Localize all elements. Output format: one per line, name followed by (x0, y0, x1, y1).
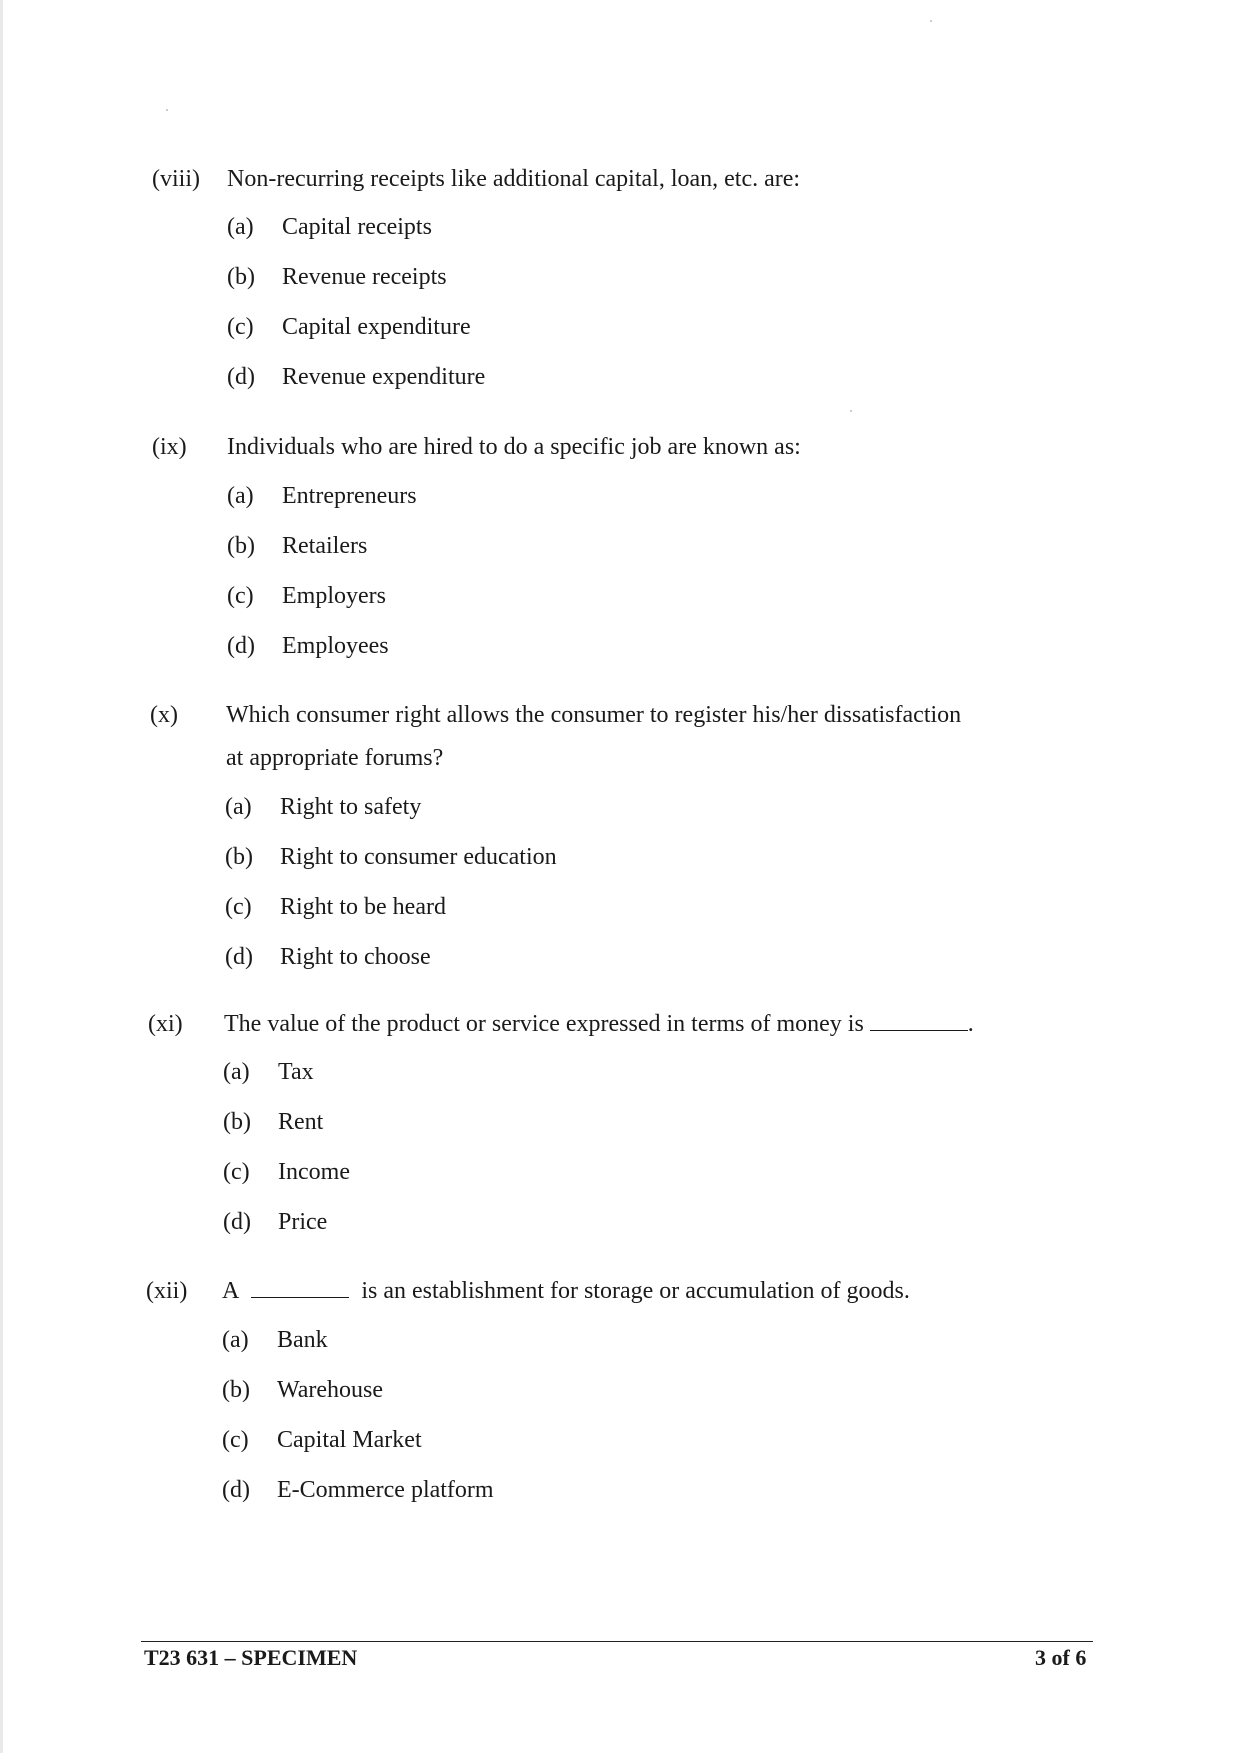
option-text: Right to choose (280, 944, 431, 970)
option-a (227, 475, 417, 525)
option-text: Tax (278, 1059, 314, 1085)
option-letter: (c) (225, 894, 252, 920)
paper-code: T23 631 – SPECIMEN (144, 1645, 358, 1670)
option-text: Rent (278, 1109, 324, 1135)
option-letter: (b) (225, 844, 253, 870)
answer-blank (870, 1008, 968, 1031)
option-c (227, 306, 485, 356)
question-text (224, 1003, 1084, 1046)
options-list (223, 1051, 350, 1251)
question-text (222, 1270, 1082, 1313)
option-letter: (a) (227, 214, 254, 240)
option-letter: (d) (227, 633, 255, 659)
answer-blank (251, 1275, 349, 1298)
option-c (227, 575, 417, 625)
question-number: (ix) (152, 434, 187, 460)
option-c (223, 1151, 350, 1201)
option-b (222, 1369, 494, 1419)
options-list (222, 1319, 494, 1519)
option-text: Revenue expenditure (282, 364, 486, 390)
option-text: Bank (277, 1327, 328, 1353)
option-letter: (b) (227, 264, 255, 290)
option-letter: (a) (223, 1059, 250, 1085)
option-d (225, 936, 557, 986)
option-letter: (c) (227, 583, 254, 609)
option-d (227, 356, 485, 406)
option-d (227, 625, 417, 675)
question-text-after: is an establishment for storage or accumulation of goods. (361, 1278, 910, 1304)
question-text-after: . (967, 1011, 974, 1037)
option-text: Retailers (282, 533, 368, 559)
question-number: (xii) (146, 1278, 188, 1304)
scan-speck (850, 410, 852, 412)
option-b (223, 1101, 350, 1151)
option-b (227, 256, 485, 306)
option-letter: (c) (222, 1427, 249, 1453)
option-text: Employers (282, 583, 386, 609)
option-letter: (a) (225, 794, 252, 820)
question-text: Non-recurring receipts like additional capital, loan, etc. are: (227, 166, 801, 192)
option-b (227, 525, 417, 575)
scan-speck (166, 109, 168, 111)
scan-speck (930, 20, 932, 22)
question-number: (xi) (148, 1011, 183, 1037)
option-a (227, 206, 485, 256)
option-c (222, 1419, 494, 1469)
options-list (227, 475, 417, 675)
option-letter: (d) (227, 364, 255, 390)
option-text: Right to consumer education (280, 844, 557, 870)
option-letter: (a) (222, 1327, 249, 1353)
option-text: Employees (282, 633, 389, 659)
option-text: Price (278, 1209, 328, 1235)
option-text: Revenue receipts (282, 264, 447, 290)
options-list (225, 786, 557, 986)
option-text: Right to be heard (280, 894, 446, 920)
question-text-line1: Which consumer right allows the consumer to register his/her dissatisfaction (226, 702, 962, 728)
option-letter: (b) (227, 533, 255, 559)
option-text: E-Commerce platform (277, 1477, 494, 1503)
option-letter: (b) (222, 1377, 250, 1403)
option-letter: (c) (227, 314, 254, 340)
page-edge-shadow (0, 0, 3, 1753)
option-letter: (c) (223, 1159, 250, 1185)
option-letter: (b) (223, 1109, 251, 1135)
option-c (225, 886, 557, 936)
option-d (223, 1201, 350, 1251)
option-a (225, 786, 557, 836)
option-d (222, 1469, 494, 1519)
option-a (223, 1051, 350, 1101)
option-text: Entrepreneurs (282, 483, 417, 509)
option-text: Capital expenditure (282, 314, 471, 340)
question-number: (viii) (152, 166, 200, 192)
option-text: Income (278, 1159, 350, 1185)
question-text-before: The value of the product or service expressed in terms of money is (224, 1011, 864, 1037)
question-number: (x) (150, 702, 178, 728)
question-text-before: A (222, 1278, 240, 1304)
question-text-line2: at appropriate forums? (226, 745, 444, 771)
option-letter: (a) (227, 483, 254, 509)
option-text: Capital receipts (282, 214, 432, 240)
option-a (222, 1319, 494, 1369)
option-text: Capital Market (277, 1427, 422, 1453)
option-text: Right to safety (280, 794, 422, 820)
option-letter: (d) (222, 1477, 250, 1503)
question-text: Individuals who are hired to do a specific job are known as: (227, 434, 801, 460)
option-text: Warehouse (277, 1377, 384, 1403)
option-letter: (d) (223, 1209, 251, 1235)
page-number: 3 of 6 (1035, 1645, 1087, 1670)
option-b (225, 836, 557, 886)
option-letter: (d) (225, 944, 253, 970)
options-list (227, 206, 485, 406)
